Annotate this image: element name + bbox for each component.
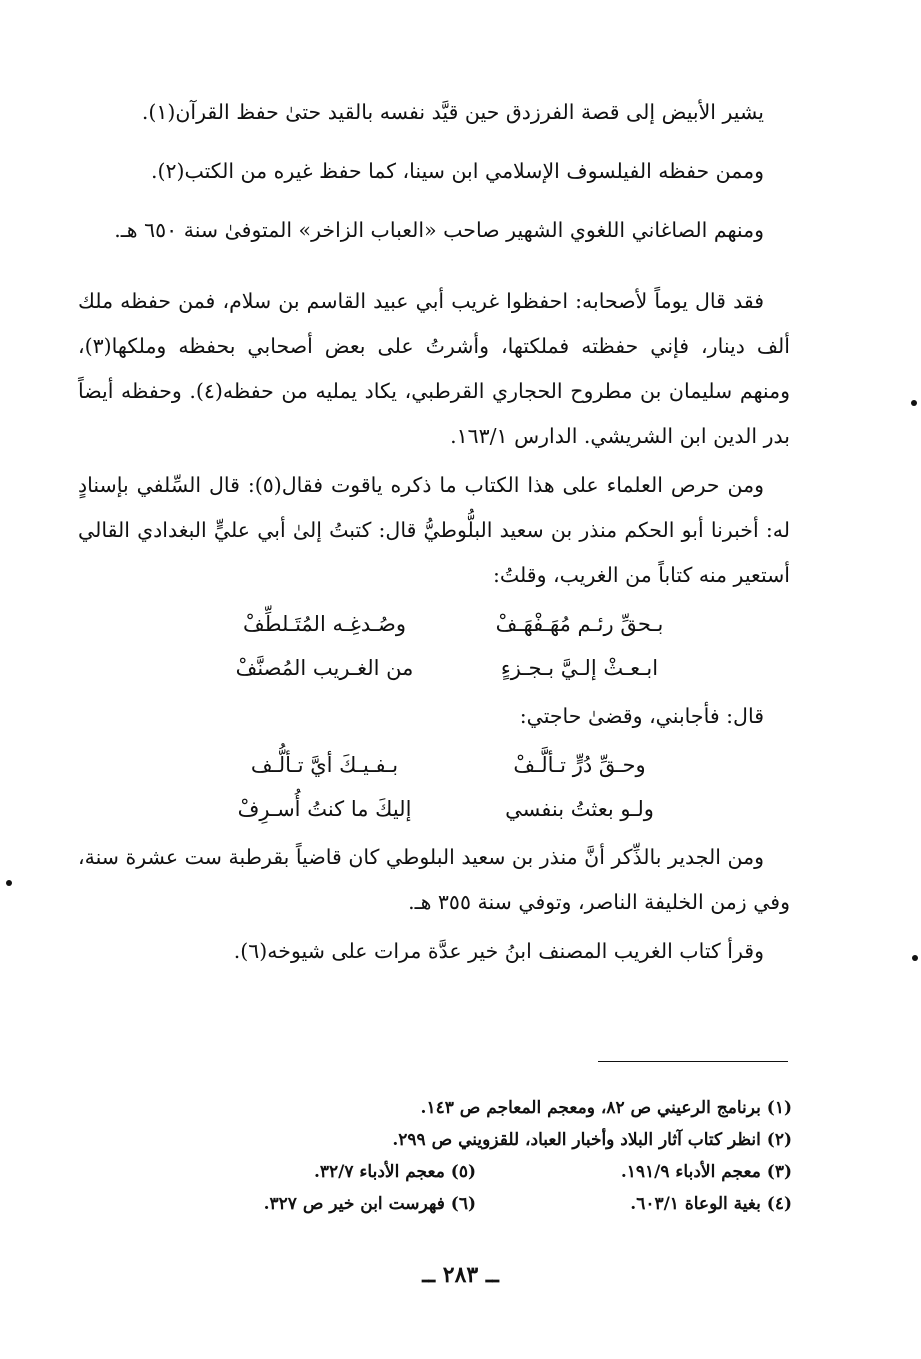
- paragraph-6: قال: فأجابني، وقضىٰ حاجتي:: [519, 704, 764, 728]
- paragraph-7: ومن الجدير بالذِّكر أنَّ منذر بن سعيد البلوطي كان قاضياً بقرطبة ست عشرة سنة، وفي زمن الخليفة الناصر، وتوفي سنة ٣٥٥ هـ.: [78, 845, 790, 914]
- verse-hemistich-left: من الغـريب المُصنَّفْ: [235, 656, 414, 680]
- footnote-4: (٤) بغية الوعاة ٦٠٣/١.: [630, 1194, 792, 1214]
- verse-hemistich-left: وصُـدغِـه المُتَـلطِّفْ: [243, 612, 406, 636]
- footnote-divider: [598, 1061, 788, 1062]
- footnote-row: [160, 1188, 792, 1220]
- footnote-3: (٣) معجم الأدباء ١٩١/٩.: [620, 1162, 792, 1182]
- footnote-row: [160, 1156, 792, 1188]
- page-number: ــ ٢٨٣ ــ: [422, 1262, 499, 1288]
- paragraph-1: يشير الأبيض إلى قصة الفرزدق حين قيَّد نفسه بالقيد حتىٰ حفظ القرآن(١).: [141, 100, 764, 124]
- poem-1: [217, 602, 687, 690]
- verse-line: [217, 646, 687, 690]
- poem-2: [217, 743, 687, 831]
- footnote-2: (٢) انظر كتاب آثار البلاد وأخبار العباد، للقزويني ص ٢٩٩.: [392, 1130, 792, 1150]
- verse-line: [217, 602, 687, 646]
- paragraph-4: فقد قال يوماً لأصحابه: احفظوا غريب أبي عبيد القاسم بن سلام، فمن حفظه ملك ألف دينار، فإني حفظته فملكتها، وأشرتُ على بعض أصحابي بحفظه وملكها(٣)، ومنهم سليمان بن مطروح الحجاري القرطبي، يكاد يمليه من حفظه(٤). وحفظه أيضاً بدر الدين ابن الشريشي. الدارس ١٦٣/١.: [78, 289, 790, 448]
- verse-line: [217, 743, 687, 787]
- verse-hemistich-right: بـحقِّ رئـم مُهَـفْهَـفْ: [495, 612, 664, 636]
- scan-speck: [912, 955, 918, 961]
- main-text: [78, 90, 790, 988]
- verse-hemistich-right: ولـو بعثتُ بنفسي: [505, 797, 654, 821]
- paragraph-3: ومنهم الصاغاني اللغوي الشهير صاحب «العباب الزاخر» المتوفىٰ سنة ٦٥٠ هـ.: [114, 218, 764, 242]
- verse-line: [217, 787, 687, 831]
- footnote-5: (٥) معجم الأدباء ٣٢/٧.: [313, 1162, 476, 1182]
- footnote-6: (٦) فهرست ابن خير ص ٣٢٧.: [263, 1194, 476, 1214]
- paragraph-8: وقرأ كتاب الغريب المصنف ابنُ خير عدَّة مرات على شيوخه(٦).: [233, 939, 764, 963]
- paragraph-2: وممن حفظه الفيلسوف الإسلامي ابن سينا، كما حفظ غيره من الكتب(٢).: [150, 159, 764, 183]
- footnote-1: (١) برنامج الرعيني ص ٨٢، ومعجم المعاجم ص ١٤٣.: [420, 1098, 792, 1118]
- verse-hemistich-right: ابـعـثْ إلـيَّ بـجـزءٍ: [500, 656, 659, 680]
- verse-hemistich-left: بـفـيـكَ أيَّ تـألُّـف: [250, 753, 399, 777]
- footnotes: [160, 1092, 792, 1220]
- verse-hemistich-right: وحـقِّ دُرٍّ تـألَّـفْ: [513, 753, 646, 777]
- scan-speck: [911, 400, 917, 406]
- verse-hemistich-left: إليكَ ما كنتُ أُسـرِفْ: [237, 797, 412, 821]
- scan-speck: [6, 880, 12, 886]
- paragraph-5: ومن حرص العلماء على هذا الكتاب ما ذكره ياقوت فقال(٥): قال السِّلفي بإسنادٍ له: أخبرنا أبو الحكم منذر بن سعيد البلُّوطيُّ قال: كتبتُ إلىٰ أبي عليٍّ البغدادي القالي أستعير منه كتاباً من الغريب، وقلتُ:: [78, 473, 790, 587]
